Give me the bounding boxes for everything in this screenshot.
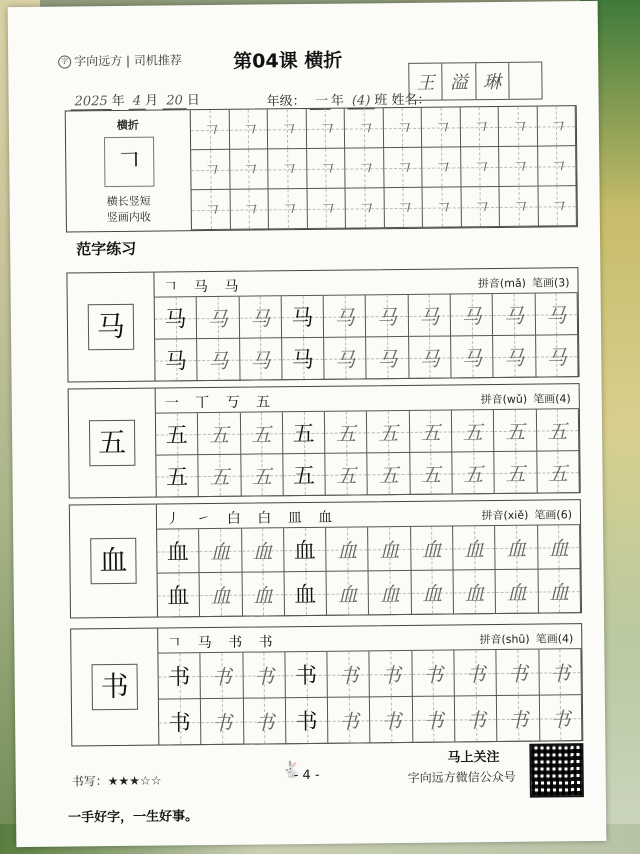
practice-cell — [306, 109, 345, 149]
practice-cell — [369, 571, 412, 615]
practice-cell — [155, 297, 198, 339]
practice-cell — [326, 453, 369, 495]
stroke-order: 𠃍 马 书 书 — [167, 634, 279, 652]
printed-character: 书 — [295, 663, 318, 690]
practice-cell — [384, 188, 423, 228]
practice-glyph: 𠃍 — [394, 198, 412, 219]
practice-cell — [494, 410, 537, 452]
printed-character: 五 — [166, 465, 189, 491]
practice-cell — [156, 455, 199, 497]
practice-glyph: 𠃍 — [278, 160, 296, 180]
practice-cell — [451, 336, 494, 378]
practice-cell — [285, 652, 328, 698]
handwritten-character: 书 — [550, 707, 571, 732]
date-line: 2025 年 4 月 20 日 — [70, 89, 199, 109]
practice-cell — [229, 109, 268, 149]
practice-glyph: 𠃍 — [355, 119, 372, 139]
practice-glyph: 𠃍 — [355, 159, 373, 179]
practice-cell — [282, 338, 325, 380]
handwritten-character: 血 — [548, 580, 570, 605]
month-value: 4 — [129, 94, 145, 110]
character-column — [71, 629, 159, 746]
character-practice-grid — [156, 408, 580, 497]
practice-cell — [539, 649, 582, 695]
follow-title: 马上关注 — [447, 750, 500, 766]
practice-glyph: 𠃍 — [356, 199, 373, 219]
handwritten-character: 书 — [465, 708, 486, 733]
handwritten-character: 马 — [461, 304, 482, 329]
handwritten-character: 血 — [422, 581, 443, 606]
practice-cell — [326, 527, 369, 571]
handwritten-character: 书 — [508, 707, 529, 732]
practice-cell — [242, 528, 285, 572]
printed-character: 五 — [292, 421, 315, 448]
model-character: 血 — [90, 538, 136, 584]
model-character: 书 — [92, 664, 138, 710]
practice-cell — [499, 107, 538, 147]
handwritten-character: 五 — [504, 419, 526, 444]
printed-character: 马 — [164, 307, 187, 333]
practice-cell — [191, 150, 230, 190]
printed-character: 五 — [165, 423, 188, 449]
practice-cell — [346, 188, 385, 228]
pinyin-strokes: 拼音(mǎ) 笔画(3) — [477, 276, 570, 291]
practice-cell — [409, 336, 452, 378]
practice-cell — [240, 338, 283, 380]
practice-cell — [191, 110, 230, 150]
class-value: (4) — [348, 93, 375, 109]
handwritten-character: 马 — [546, 345, 567, 370]
handwritten-character: 马 — [334, 305, 355, 330]
practice-cell — [345, 148, 384, 188]
practice-glyph: 𠃍 — [548, 197, 566, 217]
practice-cell — [325, 411, 368, 453]
practice-glyph: 𠃍 — [240, 200, 258, 220]
practice-cell — [384, 148, 423, 188]
practice-cell — [497, 650, 540, 696]
practice-glyph: 𠃍 — [317, 119, 334, 139]
practice-cell — [366, 295, 409, 337]
practice-cell — [455, 696, 498, 742]
handwritten-character: 书 — [380, 663, 401, 688]
handwritten-character: 血 — [252, 539, 273, 564]
practice-cell — [411, 526, 454, 570]
practice-cell — [537, 451, 580, 493]
practice-cell — [452, 410, 495, 452]
handwritten-character: 书 — [211, 664, 232, 690]
printed-character: 血 — [294, 582, 317, 609]
practice-cell — [493, 336, 536, 378]
handwritten-character: 血 — [463, 537, 485, 562]
model-character: 五 — [89, 420, 135, 466]
practice-cell — [286, 698, 329, 744]
practice-cell — [537, 106, 576, 146]
name-cell: 溢 — [442, 63, 476, 99]
handwritten-character: 五 — [336, 463, 357, 488]
practice-cell — [307, 189, 346, 229]
handwritten-character: 马 — [376, 305, 398, 330]
handwritten-character: 血 — [464, 581, 485, 606]
handwritten-character: 马 — [335, 347, 356, 372]
practice-cell — [454, 650, 497, 696]
character-practice-grid — [155, 292, 579, 381]
handwritten-character: 马 — [461, 346, 483, 371]
practice-cell — [408, 294, 451, 336]
handwritten-character: 血 — [421, 537, 442, 562]
printed-character: 血 — [167, 584, 190, 610]
practice-cell — [230, 149, 269, 189]
handwritten-character: 书 — [423, 708, 444, 733]
practice-cell — [460, 107, 499, 147]
practice-glyph: 𠃍 — [279, 200, 296, 220]
practice-cell — [324, 295, 367, 337]
handwritten-character: 五 — [251, 464, 272, 489]
character-column — [69, 389, 157, 498]
practice-glyph: 𠃍 — [548, 117, 565, 137]
practice-glyph: 𠃍 — [471, 158, 488, 178]
stroke-practice-grid — [191, 106, 577, 230]
practice-cell — [327, 571, 370, 615]
printed-character: 五 — [292, 463, 316, 490]
practice-cell — [370, 651, 413, 697]
handwritten-character: 五 — [335, 421, 357, 446]
handwritten-character: 五 — [463, 462, 484, 487]
handwritten-character: 马 — [250, 348, 271, 373]
practice-cell — [200, 573, 243, 617]
name-box — [408, 62, 542, 101]
stroke-practice-box — [65, 105, 578, 232]
practice-cell — [328, 651, 371, 697]
handwritten-character: 血 — [506, 536, 527, 561]
page-number: - 4 - — [293, 767, 320, 784]
name-cell: 琳 — [476, 63, 510, 99]
printed-character: 书 — [168, 711, 191, 737]
practice-cell — [538, 146, 577, 186]
handwritten-character: 五 — [462, 420, 483, 445]
motto: 一手好字，一生好事。 — [68, 809, 199, 826]
practice-glyph: 𠃍 — [201, 120, 218, 141]
handwritten-character: 书 — [254, 710, 275, 735]
practice-cell — [499, 147, 538, 187]
practice-glyph: 𠃍 — [510, 197, 527, 217]
practice-cell — [199, 455, 242, 497]
practice-cell — [242, 572, 285, 616]
practice-cell — [412, 650, 455, 696]
practice-cell — [230, 189, 269, 229]
practice-cell — [159, 699, 202, 745]
practice-glyph: 𠃍 — [202, 200, 219, 221]
practice-glyph: 𠃍 — [432, 158, 450, 178]
stroke-order: 一 丅 丂 五 — [164, 394, 277, 412]
printed-character: 血 — [293, 538, 317, 565]
grade-value: 一 — [310, 94, 331, 110]
practice-cell — [370, 697, 413, 743]
pinyin-strokes: 拼音(shū) 笔画(4) — [479, 632, 574, 647]
practice-cell — [157, 529, 200, 573]
practice-glyph: 𠃍 — [548, 157, 565, 177]
handwritten-character: 血 — [379, 582, 401, 607]
handwritten-character: 五 — [547, 419, 568, 444]
handwritten-character: 五 — [209, 464, 230, 490]
handwritten-character: 血 — [210, 539, 231, 565]
practice-cell — [198, 413, 241, 455]
practice-cell — [538, 525, 581, 569]
practice-cell — [239, 296, 282, 338]
practice-cell — [452, 452, 495, 494]
practice-cell — [201, 653, 244, 699]
practice-cell — [538, 186, 577, 226]
practice-cell — [158, 653, 201, 699]
practice-cell — [540, 695, 583, 741]
brand-header: 字 字向远方 | 司机推荐 — [58, 51, 182, 69]
practice-cell — [369, 527, 412, 571]
practice-glyph: 𠃍 — [509, 157, 527, 177]
handwritten-character: 书 — [211, 710, 233, 736]
practice-cell — [496, 570, 539, 614]
practice-cell — [495, 452, 538, 494]
practice-cell — [461, 187, 500, 227]
practice-cell — [367, 411, 410, 453]
handwritten-character: 血 — [337, 538, 358, 563]
practice-cell — [268, 149, 307, 189]
practice-cell — [282, 296, 325, 338]
printed-character: 马 — [164, 349, 188, 375]
stroke-demo-panel: 横折 𠃍 横长竖短 竖画内收 — [66, 110, 192, 231]
handwritten-character: 五 — [251, 422, 272, 447]
practice-cell — [500, 187, 539, 227]
handwritten-character: 马 — [377, 347, 398, 372]
handwritten-character: 马 — [504, 345, 525, 370]
practice-glyph: 𠃍 — [240, 160, 257, 180]
character-block — [68, 383, 581, 498]
practice-cell — [243, 698, 286, 744]
worksheet-page — [8, 1, 607, 847]
handwritten-character: 书 — [338, 709, 360, 734]
handwritten-character: 五 — [378, 463, 399, 488]
printed-character: 书 — [295, 709, 318, 736]
practice-cell — [328, 697, 371, 743]
handwritten-character: 马 — [546, 303, 567, 328]
practice-cell — [410, 452, 453, 494]
printed-character: 书 — [168, 665, 191, 691]
handwritten-character: 书 — [422, 662, 444, 687]
handwritten-character: 书 — [338, 663, 359, 688]
name-cell: 王 — [409, 64, 443, 100]
character-practice-grid — [157, 524, 581, 617]
practice-cell — [495, 526, 538, 570]
practice-cell — [199, 529, 242, 573]
practice-cell — [284, 528, 327, 572]
practice-cell — [410, 410, 453, 452]
practice-glyph: 𠃍 — [317, 159, 334, 179]
practice-cell — [383, 108, 422, 148]
handwritten-character: 书 — [253, 664, 275, 689]
practice-cell — [422, 147, 461, 187]
practice-glyph: 𠃍 — [432, 118, 449, 138]
model-character: 马 — [88, 304, 134, 350]
handwritten-character: 五 — [547, 461, 568, 486]
page-title: 第04课 横折 — [233, 49, 343, 73]
practice-cell — [269, 189, 308, 229]
rabbit-icon: 🐇 — [281, 760, 302, 780]
practice-cell — [307, 149, 346, 189]
character-practice-grid — [158, 648, 582, 745]
handwritten-character: 血 — [337, 582, 358, 607]
practice-glyph: 𠃍 — [201, 160, 219, 181]
character-block — [70, 623, 583, 746]
practice-glyph: 𠃍 — [394, 158, 411, 179]
practice-cell — [156, 413, 199, 455]
practice-cell — [240, 412, 283, 454]
day-value: 20 — [162, 93, 187, 109]
practice-cell — [411, 570, 454, 614]
pinyin-strokes: 拼音(xiě) 笔画(6) — [481, 508, 573, 523]
handwritten-character: 马 — [419, 304, 440, 329]
practice-cell — [197, 297, 240, 339]
practice-cell — [413, 696, 456, 742]
handwritten-character: 书 — [549, 661, 571, 686]
practice-cell — [158, 573, 201, 617]
practice-cell — [283, 412, 326, 454]
practice-cell — [243, 652, 286, 698]
stroke-demo-char: 𠃍 — [104, 137, 155, 188]
grade-line: 年级： 一 年 (4) 班 姓名： — [266, 92, 431, 110]
handwritten-character: 血 — [379, 538, 400, 563]
star-rating-icon: ★★★☆☆ — [107, 773, 162, 789]
handwritten-character: 马 — [250, 306, 271, 331]
stroke-order: 丿 ㇀ 白 白 皿 血 — [165, 509, 339, 528]
practice-cell — [461, 147, 500, 187]
practice-cell — [345, 108, 384, 148]
practice-cell — [535, 293, 578, 335]
practice-glyph: 𠃍 — [317, 199, 335, 219]
practice-glyph: 𠃍 — [471, 198, 489, 218]
practice-cell — [283, 454, 326, 496]
printed-character: 血 — [166, 540, 190, 566]
practice-cell — [197, 339, 240, 381]
qr-code-icon[interactable] — [529, 743, 584, 798]
rating: 书写：★★★☆☆ — [71, 773, 162, 789]
handwritten-character: 血 — [210, 583, 231, 609]
handwritten-character: 五 — [505, 461, 526, 486]
practice-cell — [268, 109, 307, 149]
practice-cell — [367, 337, 410, 379]
year-value: 2025 — [71, 94, 112, 110]
practice-glyph: 𠃍 — [471, 118, 488, 138]
pinyin-strokes: 拼音(wǔ) 笔画(4) — [480, 392, 571, 407]
handwritten-character: 血 — [548, 536, 569, 561]
follow-subtitle: 字向远方微信公众号 — [407, 769, 516, 785]
practice-cell — [192, 190, 231, 230]
character-column — [67, 273, 155, 382]
practice-glyph: 𠃍 — [278, 120, 295, 140]
handwritten-character: 书 — [381, 709, 402, 734]
practice-cell — [536, 335, 579, 377]
practice-cell — [422, 107, 461, 147]
handwritten-character: 书 — [465, 662, 486, 687]
practice-glyph: 𠃍 — [509, 117, 526, 137]
printed-character: 马 — [291, 305, 314, 332]
practice-cell — [538, 569, 581, 613]
handwritten-character: 马 — [419, 346, 440, 371]
name-cell — [509, 63, 542, 99]
stroke-order: 𠃍 马 马 — [163, 278, 245, 296]
practice-cell — [493, 294, 536, 336]
section-title: 范字练习 — [76, 239, 137, 259]
handwritten-character: 马 — [208, 348, 229, 374]
handwritten-character: 书 — [507, 661, 528, 686]
practice-cell — [241, 454, 284, 496]
character-block — [66, 267, 579, 382]
practice-cell — [423, 187, 462, 227]
handwritten-character: 血 — [506, 580, 527, 605]
practice-cell — [454, 570, 497, 614]
handwritten-character: 血 — [252, 583, 274, 608]
handwritten-character: 马 — [207, 306, 228, 332]
practice-cell — [201, 699, 244, 745]
practice-cell — [453, 526, 496, 570]
practice-glyph: 𠃍 — [433, 198, 450, 218]
handwritten-character: 五 — [420, 462, 442, 487]
practice-cell — [155, 339, 198, 381]
practice-cell — [451, 294, 494, 336]
circle-logo-icon: 字 — [58, 55, 71, 68]
handwritten-character: 五 — [208, 422, 230, 448]
practice-cell — [368, 453, 411, 495]
handwritten-character: 五 — [420, 420, 441, 445]
practice-cell — [537, 409, 580, 451]
handwritten-character: 马 — [503, 303, 525, 328]
handwritten-character: 五 — [378, 421, 399, 446]
printed-character: 马 — [291, 347, 315, 374]
character-block — [69, 499, 582, 618]
practice-glyph: 𠃍 — [240, 120, 257, 140]
practice-cell — [497, 696, 540, 742]
practice-cell — [284, 572, 327, 616]
practice-glyph: 𠃍 — [394, 118, 411, 139]
character-column — [70, 505, 158, 618]
practice-cell — [324, 337, 367, 379]
